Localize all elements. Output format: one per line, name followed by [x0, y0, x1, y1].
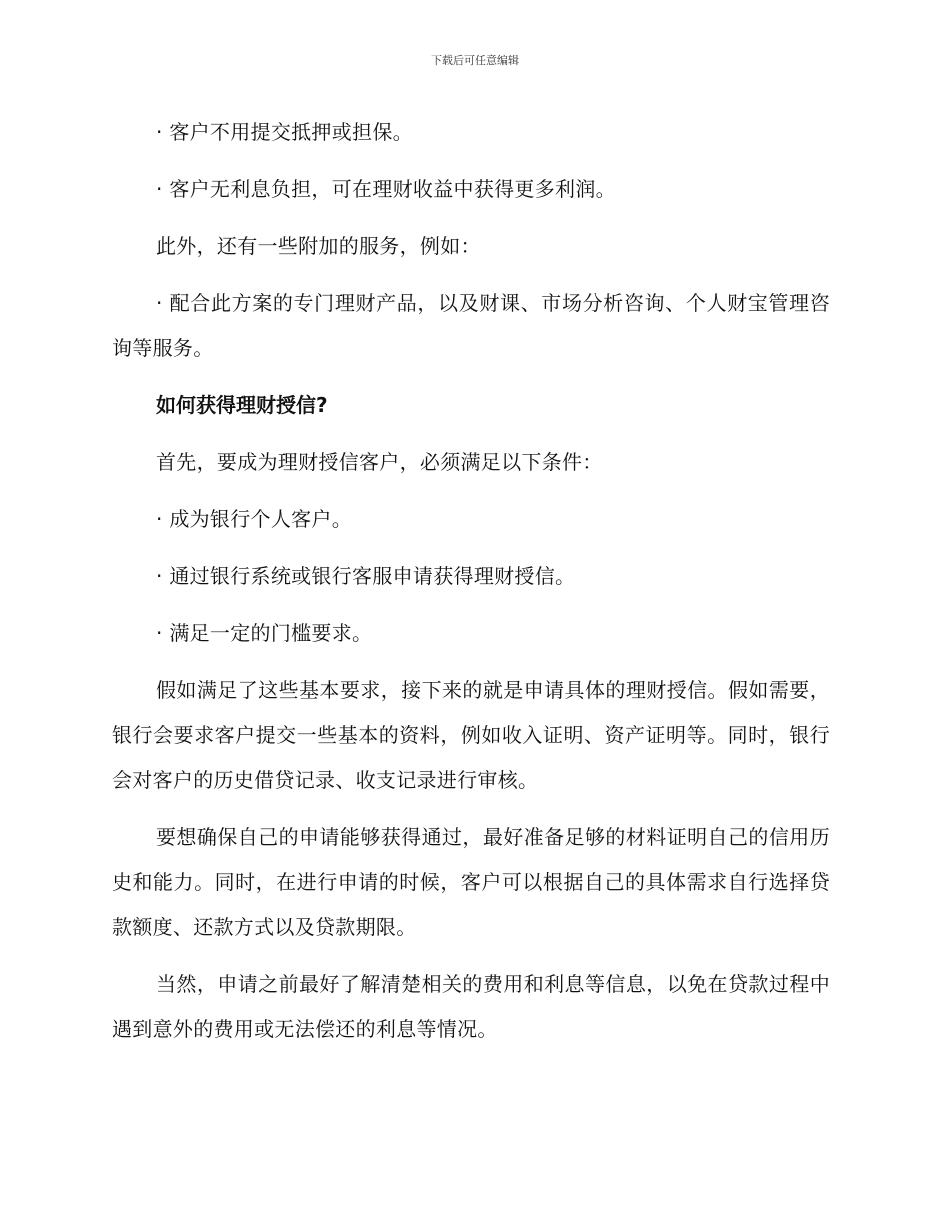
- bullet-apply: · 通过银行系统或银行客服申请获得理财授信。: [156, 564, 576, 588]
- bullet-services-list: · 配合此方案的专门理财产品，以及财课、市场分析咨询、个人财宝管理咨询等服务。: [112, 291, 830, 360]
- document-body: [112, 110, 830, 1064]
- bullet-threshold: · 满足一定的门槛要求。: [156, 621, 373, 645]
- paragraph-fees-advice: 当然，申请之前最好了解清楚相关的费用和利息等信息，以免在贷款过程中遇到意外的费用或无法偿还的利息等情况。: [112, 972, 830, 1041]
- bullet-no-collateral: · 客户不用提交抵押或担保。: [156, 120, 413, 144]
- bullet-no-interest: · 客户无利息负担，可在理财收益中获得更多利润。: [156, 177, 616, 201]
- paragraph-conditions-intro: 首先，要成为理财授信客户，必须满足以下条件：: [156, 450, 603, 474]
- bullet-become-customer: · 成为银行个人客户。: [156, 507, 353, 531]
- section-heading: 如何获得理财授信?: [156, 393, 328, 417]
- paragraph-application-process: 假如满足了这些基本要求，接下来的就是申请具体的理财授信。假如需要，银行会要求客户提交一些基本的资料，例如收入证明、资产证明等。同时，银行会对客户的历史借贷记录、收支记录进行审核。: [112, 678, 830, 792]
- paragraph-additional-services: 此外，还有一些附加的服务，例如：: [156, 234, 481, 258]
- page-header-note: 下载后可任意编辑: [431, 54, 519, 67]
- paragraph-approval-tips: 要想确保自己的申请能够获得通过，最好准备足够的材料证明自己的信用历史和能力。同时，在进行申请的时候，客户可以根据自己的具体需求自行选择贷款额度、还款方式以及贷款期限。: [112, 825, 830, 939]
